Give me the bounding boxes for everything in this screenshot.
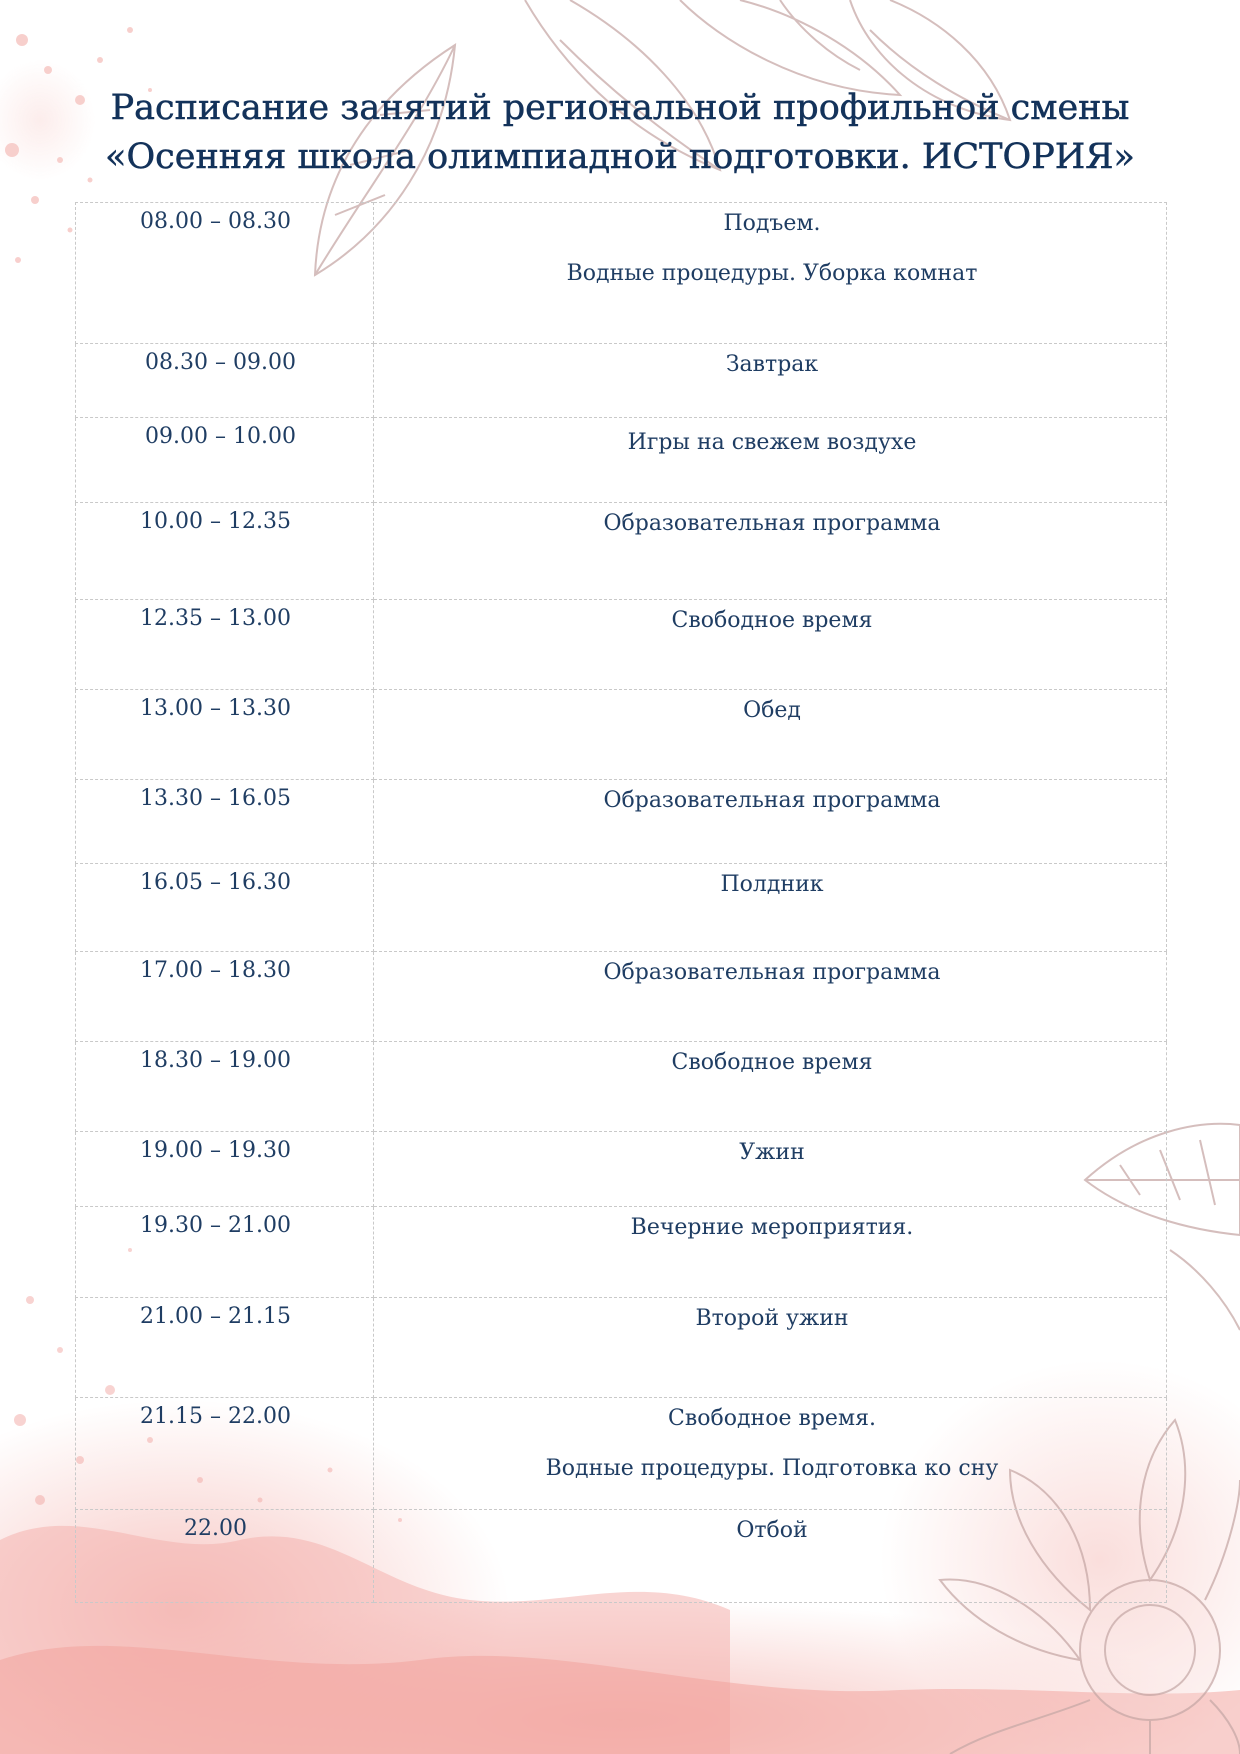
activity-cell (374, 690, 1167, 780)
table-row (76, 1207, 1167, 1298)
activity-text: Образовательная программа (603, 511, 941, 536)
time-cell: 19.00 – 19.30 (76, 1132, 374, 1207)
page-title (0, 84, 1240, 182)
table-row (76, 344, 1167, 418)
time-cell: 10.00 – 12.35 (76, 503, 374, 600)
activity-cell (374, 600, 1167, 690)
activity-text: Вечерние мероприятия. (630, 1215, 914, 1240)
table-row (76, 952, 1167, 1042)
table-row (76, 780, 1167, 864)
activity-text: Ужин (739, 1140, 805, 1165)
time-cell: 19.30 – 21.00 (76, 1207, 374, 1298)
table-row (76, 600, 1167, 690)
activity-text: Завтрак (725, 352, 819, 377)
activity-text: Полдник (720, 872, 824, 897)
activity-text: Водные процедуры. Уборка комнат (566, 261, 978, 286)
activity-cell (374, 1510, 1167, 1603)
time-cell: 18.30 – 19.00 (76, 1042, 374, 1132)
time-cell: 16.05 – 16.30 (76, 864, 374, 952)
title-line-2: «Осенняя школа олимпиадной подготовки. ИСТОРИЯ» (105, 137, 1135, 177)
activity-text: Свободное время (671, 608, 873, 633)
activity-text: Обед (743, 698, 801, 723)
title-line-1: Расписание занятий региональной профильной смены (110, 88, 1130, 128)
schedule-table (75, 202, 1167, 1603)
activity-text: Игры на свежем воздухе (627, 430, 917, 455)
activity-text: Образовательная программа (603, 960, 941, 985)
table-row (76, 203, 1167, 344)
activity-text: Водные процедуры. Подготовка ко сну (545, 1456, 999, 1481)
table-row (76, 1510, 1167, 1603)
activity-text: Второй ужин (695, 1306, 849, 1331)
activity-cell (374, 418, 1167, 503)
activity-cell (374, 864, 1167, 952)
activity-text: Свободное время. (668, 1406, 876, 1431)
activity-cell (374, 1042, 1167, 1132)
activity-text: Отбой (736, 1518, 808, 1543)
activity-text: Образовательная программа (603, 788, 941, 813)
activity-cell (374, 952, 1167, 1042)
time-cell: 08.00 – 08.30 (76, 203, 374, 344)
table-row (76, 864, 1167, 952)
table-row (76, 690, 1167, 780)
activity-text: Свободное время (671, 1050, 873, 1075)
time-cell: 17.00 – 18.30 (76, 952, 374, 1042)
activity-cell (374, 203, 1167, 344)
time-cell: 21.00 – 21.15 (76, 1298, 374, 1398)
activity-cell (374, 1398, 1167, 1510)
table-row (76, 1132, 1167, 1207)
table-row (76, 418, 1167, 503)
activity-cell (374, 503, 1167, 600)
table-row (76, 503, 1167, 600)
time-cell: 08.30 – 09.00 (76, 344, 374, 418)
table-row (76, 1398, 1167, 1510)
activity-text: Подъем. (723, 211, 821, 236)
time-cell: 21.15 – 22.00 (76, 1398, 374, 1510)
time-cell: 09.00 – 10.00 (76, 418, 374, 503)
activity-cell (374, 1298, 1167, 1398)
time-cell: 13.30 – 16.05 (76, 780, 374, 864)
time-cell: 13.00 – 13.30 (76, 690, 374, 780)
table-row (76, 1042, 1167, 1132)
activity-cell (374, 1207, 1167, 1298)
activity-cell (374, 344, 1167, 418)
activity-cell (374, 780, 1167, 864)
table-row (76, 1298, 1167, 1398)
time-cell: 22.00 (76, 1510, 374, 1603)
activity-cell (374, 1132, 1167, 1207)
time-cell: 12.35 – 13.00 (76, 600, 374, 690)
